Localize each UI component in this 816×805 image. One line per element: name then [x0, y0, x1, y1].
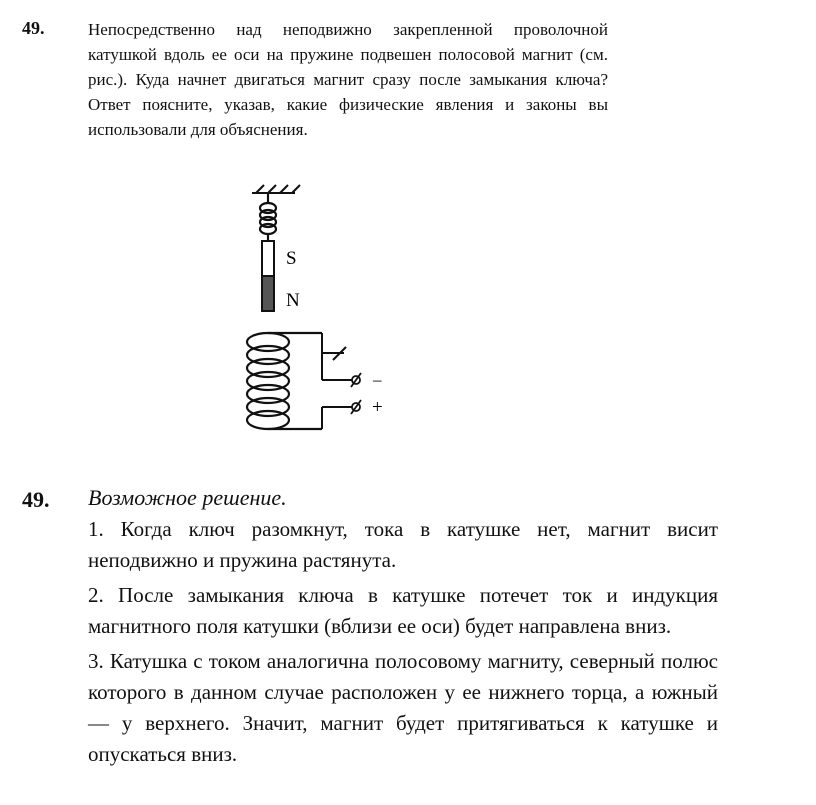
- solution-heading: Возможное решение.: [88, 485, 287, 510]
- solution-body: [88, 514, 718, 774]
- step-number: 3.: [88, 649, 104, 673]
- magnet-coil-diagram: [220, 175, 420, 445]
- problem-text: Непосредственно над неподвижно закрепленной проволочной катушкой вдоль ее оси на пружине подвешен полосовой магнит (см. рис.). Куда начнет двигаться магнит сразу после замыкания ключа? Ответ поясните, указав, какие физические явления и законы вы использовали для объяснения.: [88, 20, 608, 139]
- step-text: После замыкания ключа в катушке потечет ток и индукция магнитного поля катушки (вблизи ее оси) будет направлена вниз.: [88, 583, 718, 638]
- spring: [260, 193, 276, 241]
- step-number: 1.: [88, 517, 104, 541]
- solution-number: 49.: [22, 487, 50, 512]
- terminal-plus-label: +: [372, 397, 383, 418]
- terminal-minus-label: –: [373, 370, 382, 389]
- step-text: Когда ключ разомкнут, тока в катушке нет, магнит висит неподвижно и пружина растянута.: [88, 517, 719, 572]
- ceiling-mount: [252, 185, 300, 193]
- wire-coil: [247, 333, 322, 429]
- pole-label-s: S: [286, 248, 297, 269]
- step-text: Катушка с током аналогична полосовому магниту, северный полюс которого в данном случае расположен у ее нижнего торца, а южный — у верхнего. Значит, магнит будет притягиваться к катушке и опускаться вниз.: [88, 649, 718, 766]
- physics-figure: [220, 175, 420, 445]
- circuit-wires: [322, 333, 352, 429]
- problem-number: 49.: [22, 18, 45, 38]
- solution-step: [88, 514, 718, 576]
- bar-magnet: [262, 241, 274, 311]
- solution-step: [88, 646, 718, 770]
- terminals: [351, 373, 361, 414]
- solution-step: [88, 580, 718, 642]
- step-number: 2.: [88, 583, 104, 607]
- pole-label-n: N: [286, 290, 300, 311]
